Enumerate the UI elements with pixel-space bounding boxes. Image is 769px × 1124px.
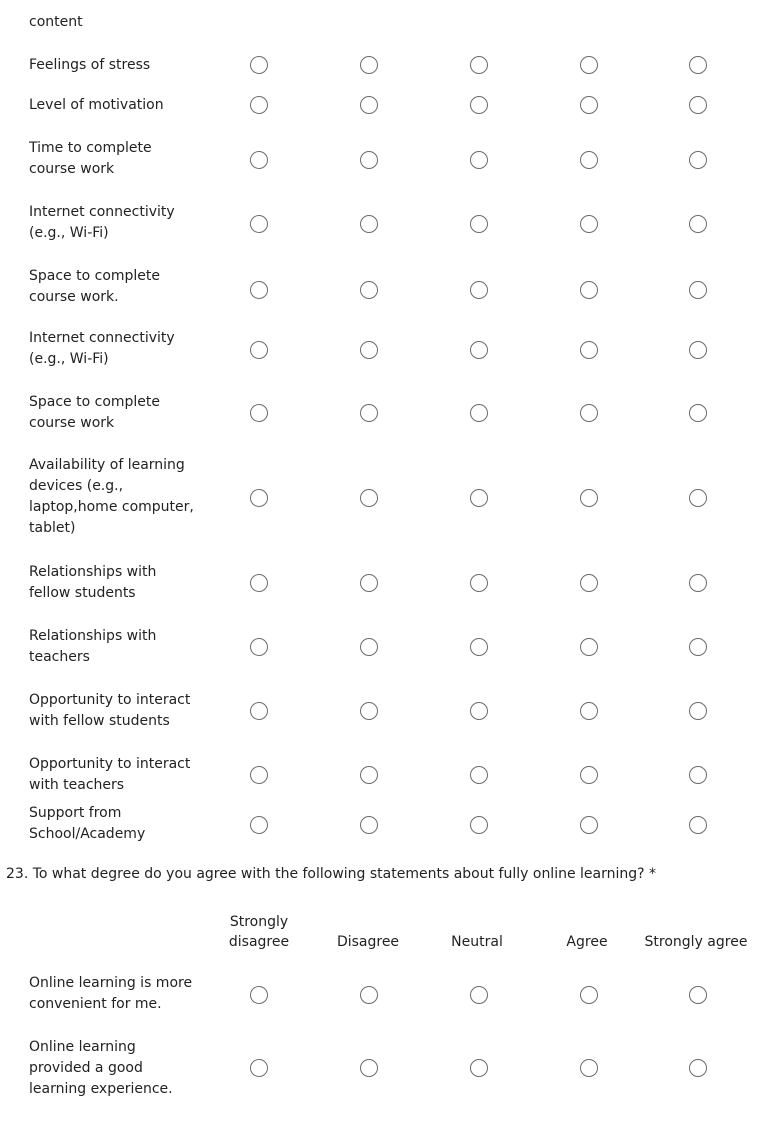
grid-a-row-2-option-4-radio[interactable] — [580, 56, 598, 74]
grid-a-row-label: Relationships with teachers — [29, 628, 157, 665]
grid-a-row-14-option-4-radio[interactable] — [580, 816, 598, 834]
grid-a-row-5-option-3-radio[interactable] — [470, 215, 488, 233]
grid-a-row-label: Availability of learning devices (e.g., laptop,home computer, tablet) — [29, 457, 194, 536]
grid-a-row-2-option-5-radio[interactable] — [689, 56, 707, 74]
grid-a-row-12-option-4-radio[interactable] — [580, 702, 598, 720]
grid-a-row-13-option-3-radio[interactable] — [470, 766, 488, 784]
grid-a-row-9-option-2-radio[interactable] — [360, 489, 378, 507]
grid-a-row-14-option-2-radio[interactable] — [360, 816, 378, 834]
grid-a-row-6-option-4-radio[interactable] — [580, 281, 598, 299]
grid-a-row-9-option-5-radio[interactable] — [689, 489, 707, 507]
grid-a-row-2-option-2-radio[interactable] — [360, 56, 378, 74]
grid-a-row-13-option-4-radio[interactable] — [580, 766, 598, 784]
grid-a-row-label: Space to complete course work. — [29, 268, 161, 305]
grid-a-row-5-option-1-radio[interactable] — [250, 215, 268, 233]
grid-a-row-8-option-2-radio[interactable] — [360, 404, 378, 422]
grid-a-row-label: Internet connectivity (e.g., Wi-Fi) — [29, 330, 175, 367]
q23-row-1-option-5-radio[interactable] — [689, 986, 707, 1004]
grid-a-row-9-option-4-radio[interactable] — [580, 489, 598, 507]
grid-a-row-3-option-1-radio[interactable] — [250, 96, 268, 114]
grid-a-row-10-option-3-radio[interactable] — [470, 574, 488, 592]
grid-a-row-3-option-2-radio[interactable] — [360, 96, 378, 114]
column-header-strongly-agree: Strongly agree — [644, 934, 748, 950]
grid-a-row-5-option-5-radio[interactable] — [689, 215, 707, 233]
grid-a-row-label: Opportunity to interact with fellow students — [29, 692, 191, 729]
grid-a-row-14-option-1-radio[interactable] — [250, 816, 268, 834]
grid-a-row-12-option-1-radio[interactable] — [250, 702, 268, 720]
grid-a-row-label: Relationships with fellow students — [29, 564, 157, 601]
grid-a-row-12-option-2-radio[interactable] — [360, 702, 378, 720]
column-header-strongly-disagree: Strongly disagree — [228, 914, 290, 950]
grid-a-row-8-option-5-radio[interactable] — [689, 404, 707, 422]
q23-row-1-option-3-radio[interactable] — [470, 986, 488, 1004]
grid-a-row-12-option-5-radio[interactable] — [689, 702, 707, 720]
q23-row-label: Online learning provided a good learning experience. — [29, 1039, 173, 1097]
grid-a-row-4-option-4-radio[interactable] — [580, 151, 598, 169]
grid-a-row-3-option-4-radio[interactable] — [580, 96, 598, 114]
grid-a-row-12-option-3-radio[interactable] — [470, 702, 488, 720]
q23-row-2-option-4-radio[interactable] — [580, 1059, 598, 1077]
q23-row-1-option-2-radio[interactable] — [360, 986, 378, 1004]
q23-row-2-option-3-radio[interactable] — [470, 1059, 488, 1077]
grid-a-row-label: Opportunity to interact with teachers — [29, 756, 191, 793]
grid-a-row-10-option-1-radio[interactable] — [250, 574, 268, 592]
grid-a-row-10-option-5-radio[interactable] — [689, 574, 707, 592]
grid-a-row-11-option-2-radio[interactable] — [360, 638, 378, 656]
q23-row-1-option-1-radio[interactable] — [250, 986, 268, 1004]
grid-a-row-3-option-5-radio[interactable] — [689, 96, 707, 114]
grid-a-row-10-option-4-radio[interactable] — [580, 574, 598, 592]
grid-a-row-7-option-5-radio[interactable] — [689, 341, 707, 359]
grid-a-row-2-option-1-radio[interactable] — [250, 56, 268, 74]
grid-a-row-4-option-2-radio[interactable] — [360, 151, 378, 169]
grid-a-row-label: Support from School/Academy — [29, 805, 146, 842]
grid-a-row-13-option-5-radio[interactable] — [689, 766, 707, 784]
grid-a-row-11-option-4-radio[interactable] — [580, 638, 598, 656]
q23-row-2-option-1-radio[interactable] — [250, 1059, 268, 1077]
grid-a-row-7-option-3-radio[interactable] — [470, 341, 488, 359]
grid-a-row-6-option-2-radio[interactable] — [360, 281, 378, 299]
grid-a-row-6-option-3-radio[interactable] — [470, 281, 488, 299]
grid-a-row-3-option-3-radio[interactable] — [470, 96, 488, 114]
grid-a-row-6-option-1-radio[interactable] — [250, 281, 268, 299]
grid-a-row-4-option-3-radio[interactable] — [470, 151, 488, 169]
grid-a-row-11-option-3-radio[interactable] — [470, 638, 488, 656]
column-header-neutral: Neutral — [451, 934, 503, 950]
grid-a-row-5-option-2-radio[interactable] — [360, 215, 378, 233]
grid-a-row-11-option-5-radio[interactable] — [689, 638, 707, 656]
question-23-title: 23. To what degree do you agree with the following statements about fully online learning? * — [6, 866, 657, 882]
grid-a-row-label: Time to complete course work — [29, 140, 152, 177]
grid-a-row-9-option-1-radio[interactable] — [250, 489, 268, 507]
grid-a-row-7-option-2-radio[interactable] — [360, 341, 378, 359]
grid-a-row-13-option-1-radio[interactable] — [250, 766, 268, 784]
grid-a-row-8-option-1-radio[interactable] — [250, 404, 268, 422]
grid-a-row-14-option-3-radio[interactable] — [470, 816, 488, 834]
grid-a-row-label: Internet connectivity (e.g., Wi-Fi) — [29, 204, 175, 241]
grid-a-row-label: Level of motivation — [29, 97, 164, 113]
grid-a-row-2-option-3-radio[interactable] — [470, 56, 488, 74]
grid-a-row-11-option-1-radio[interactable] — [250, 638, 268, 656]
column-header-agree: Agree — [566, 934, 608, 950]
q23-row-2-option-2-radio[interactable] — [360, 1059, 378, 1077]
grid-a-row-label: content — [29, 14, 83, 30]
q23-row-1-option-4-radio[interactable] — [580, 986, 598, 1004]
grid-a-row-14-option-5-radio[interactable] — [689, 816, 707, 834]
grid-a-row-label: Space to complete course work — [29, 394, 161, 431]
grid-a-row-5-option-4-radio[interactable] — [580, 215, 598, 233]
grid-a-row-7-option-4-radio[interactable] — [580, 341, 598, 359]
grid-a-row-4-option-5-radio[interactable] — [689, 151, 707, 169]
grid-a-row-6-option-5-radio[interactable] — [689, 281, 707, 299]
grid-a-row-label: Feelings of stress — [29, 57, 151, 73]
grid-a-row-7-option-1-radio[interactable] — [250, 341, 268, 359]
grid-a-row-8-option-3-radio[interactable] — [470, 404, 488, 422]
grid-a-row-13-option-2-radio[interactable] — [360, 766, 378, 784]
grid-a-row-4-option-1-radio[interactable] — [250, 151, 268, 169]
grid-a-row-8-option-4-radio[interactable] — [580, 404, 598, 422]
q23-row-2-option-5-radio[interactable] — [689, 1059, 707, 1077]
grid-a-row-9-option-3-radio[interactable] — [470, 489, 488, 507]
q23-row-label: Online learning is more convenient for me. — [29, 975, 193, 1012]
column-header-disagree: Disagree — [336, 934, 400, 950]
grid-a-row-10-option-2-radio[interactable] — [360, 574, 378, 592]
